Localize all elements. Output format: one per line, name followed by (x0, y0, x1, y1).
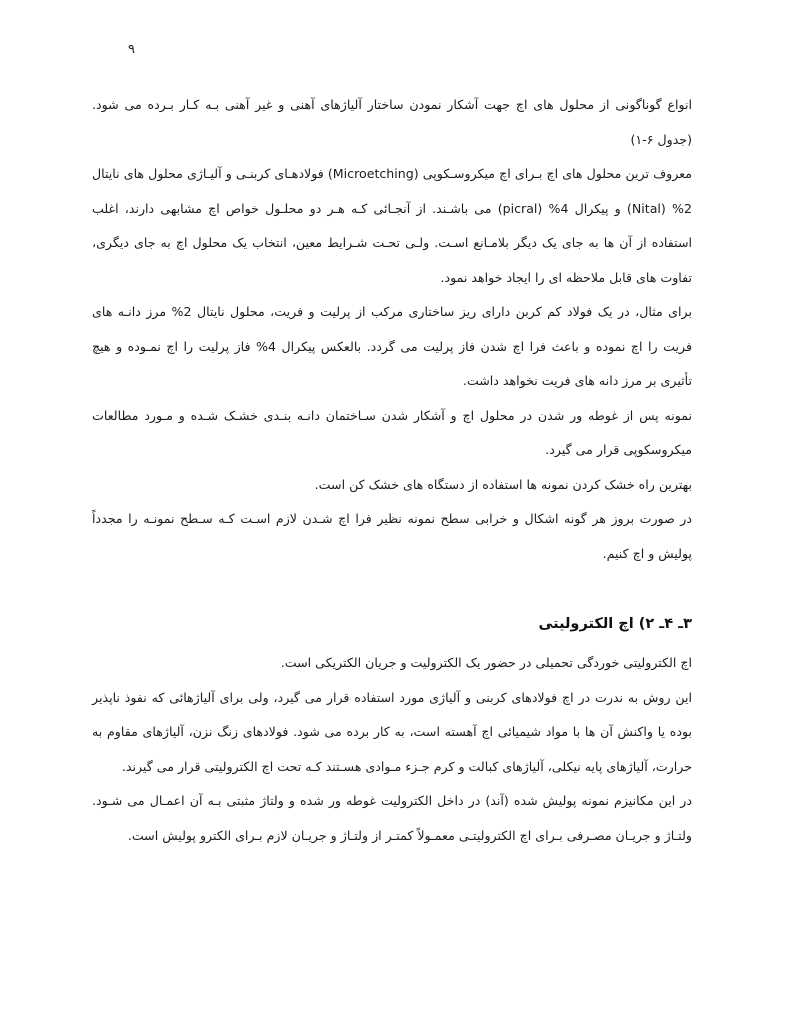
paragraph-etching-solutions-intro: انواع گوناگونی از محلول های اچ جهت آشکار نمودن ساختار آلیاژهای آهنی و غیر آهنی بـه کـار بـرده می شود. (جدول ۶-۱) (92, 97, 692, 147)
paragraph-best-drying-method: بهترین راه خشک کردن نمونه ها استفاده از دستگاه های خشک کن است. (314, 476, 692, 492)
paragraph-electrolytic-mechanism: در این مکانیزم نمونه پولیش شده (آند) در داخل الکترولیت غوطه ور شده و ولتاژ مثبتی بـه آن اعمـال می شـود. ولتـاژ و جریـان مصـرفی بـرای اچ الکترولیتـی معمـولاً کمتـر از ولتـاژ و جریـان لازم بـرای الکترو پولیش است. (92, 793, 692, 843)
section-body-text (92, 646, 692, 853)
page-number: ۹ (128, 42, 135, 57)
paragraph-drying-after-etch: نمونه پس از غوطه ور شدن در محلول اچ و آشکار شدن سـاختمان دانـه بنـدی خشـک شـده و مـورد مطالعات میکروسکوپی قرار می گیرد. (92, 407, 692, 457)
paragraph-nital-picral: معروف ترین محلول های اچ بـرای اچ میکروسـکوپی (Microetching) فولادهـای کربنـی و آلیـاژی محلول های نایتال 2% (Nital) و پیکرال 4% (picral) می باشـند. از آنجـائی کـه هـر دو محلـول خواص اچ مشابهی دارند، اغلب استفاده از آن ها به جای یک دیگر بلامـانع اسـت. ولـی تحـت شـرایط معین، انتخاب یک محلول اچ به جای دیگری، تفاوت های قابل ملاحظه ای را ایجاد خواهد نمود. (92, 166, 693, 285)
paragraph-electrolytic-definition: اچ الکترولیتی خوردگی تحمیلی در حضور یک الکترولیت و جریان الکتریکی است. (280, 655, 692, 670)
paragraph-low-carbon-example: برای مثال، در یک فولاد کم کربن دارای ریز ساختاری مرکب از پرلیت و فریت، محلول نایتال 2% مرز دانـه های فریت را اچ نموده و باعث فرا اچ شدن فاز پرلیت می گردد. بالعکس پیکرال 4% فاز پرلیت را اچ نمـوده و هیچ تأثیری بر مرز دانه های فریت نخواهد داشت. (92, 304, 692, 388)
section-heading-electrolytic-etch: ۳ـ ۴ـ ۲) اچ الکترولیتی (538, 616, 692, 632)
paragraph-electrolytic-usage: این روش به ندرت در اچ فولادهای کربنی و آلیاژی مورد استفاده قرار می گیرد، ولی برای آلیاژهائی که نفوذ ناپذیر بوده یا واکنش آن ها با مواد شیمیائی اچ آهسته است، به کار برده می شود. فولادهای زنگ نزن، آلیاژهای مقاوم به حرارت، آلیاژهای پایه نیکلی، آلیاژهای کبالت و کرم جـزء مـوادی هسـتند کـه تحت اچ الکترولیتی قرار می گیرند. (92, 689, 692, 774)
paragraph-repolish: در صورت بروز هر گونه اشکال و خرابی سطح نمونه نظیر فرا اچ شـدن لازم اسـت کـه سـطح نمونـه را مجدداً پولیش و اچ کنیم. (92, 511, 692, 561)
body-text (92, 88, 692, 571)
